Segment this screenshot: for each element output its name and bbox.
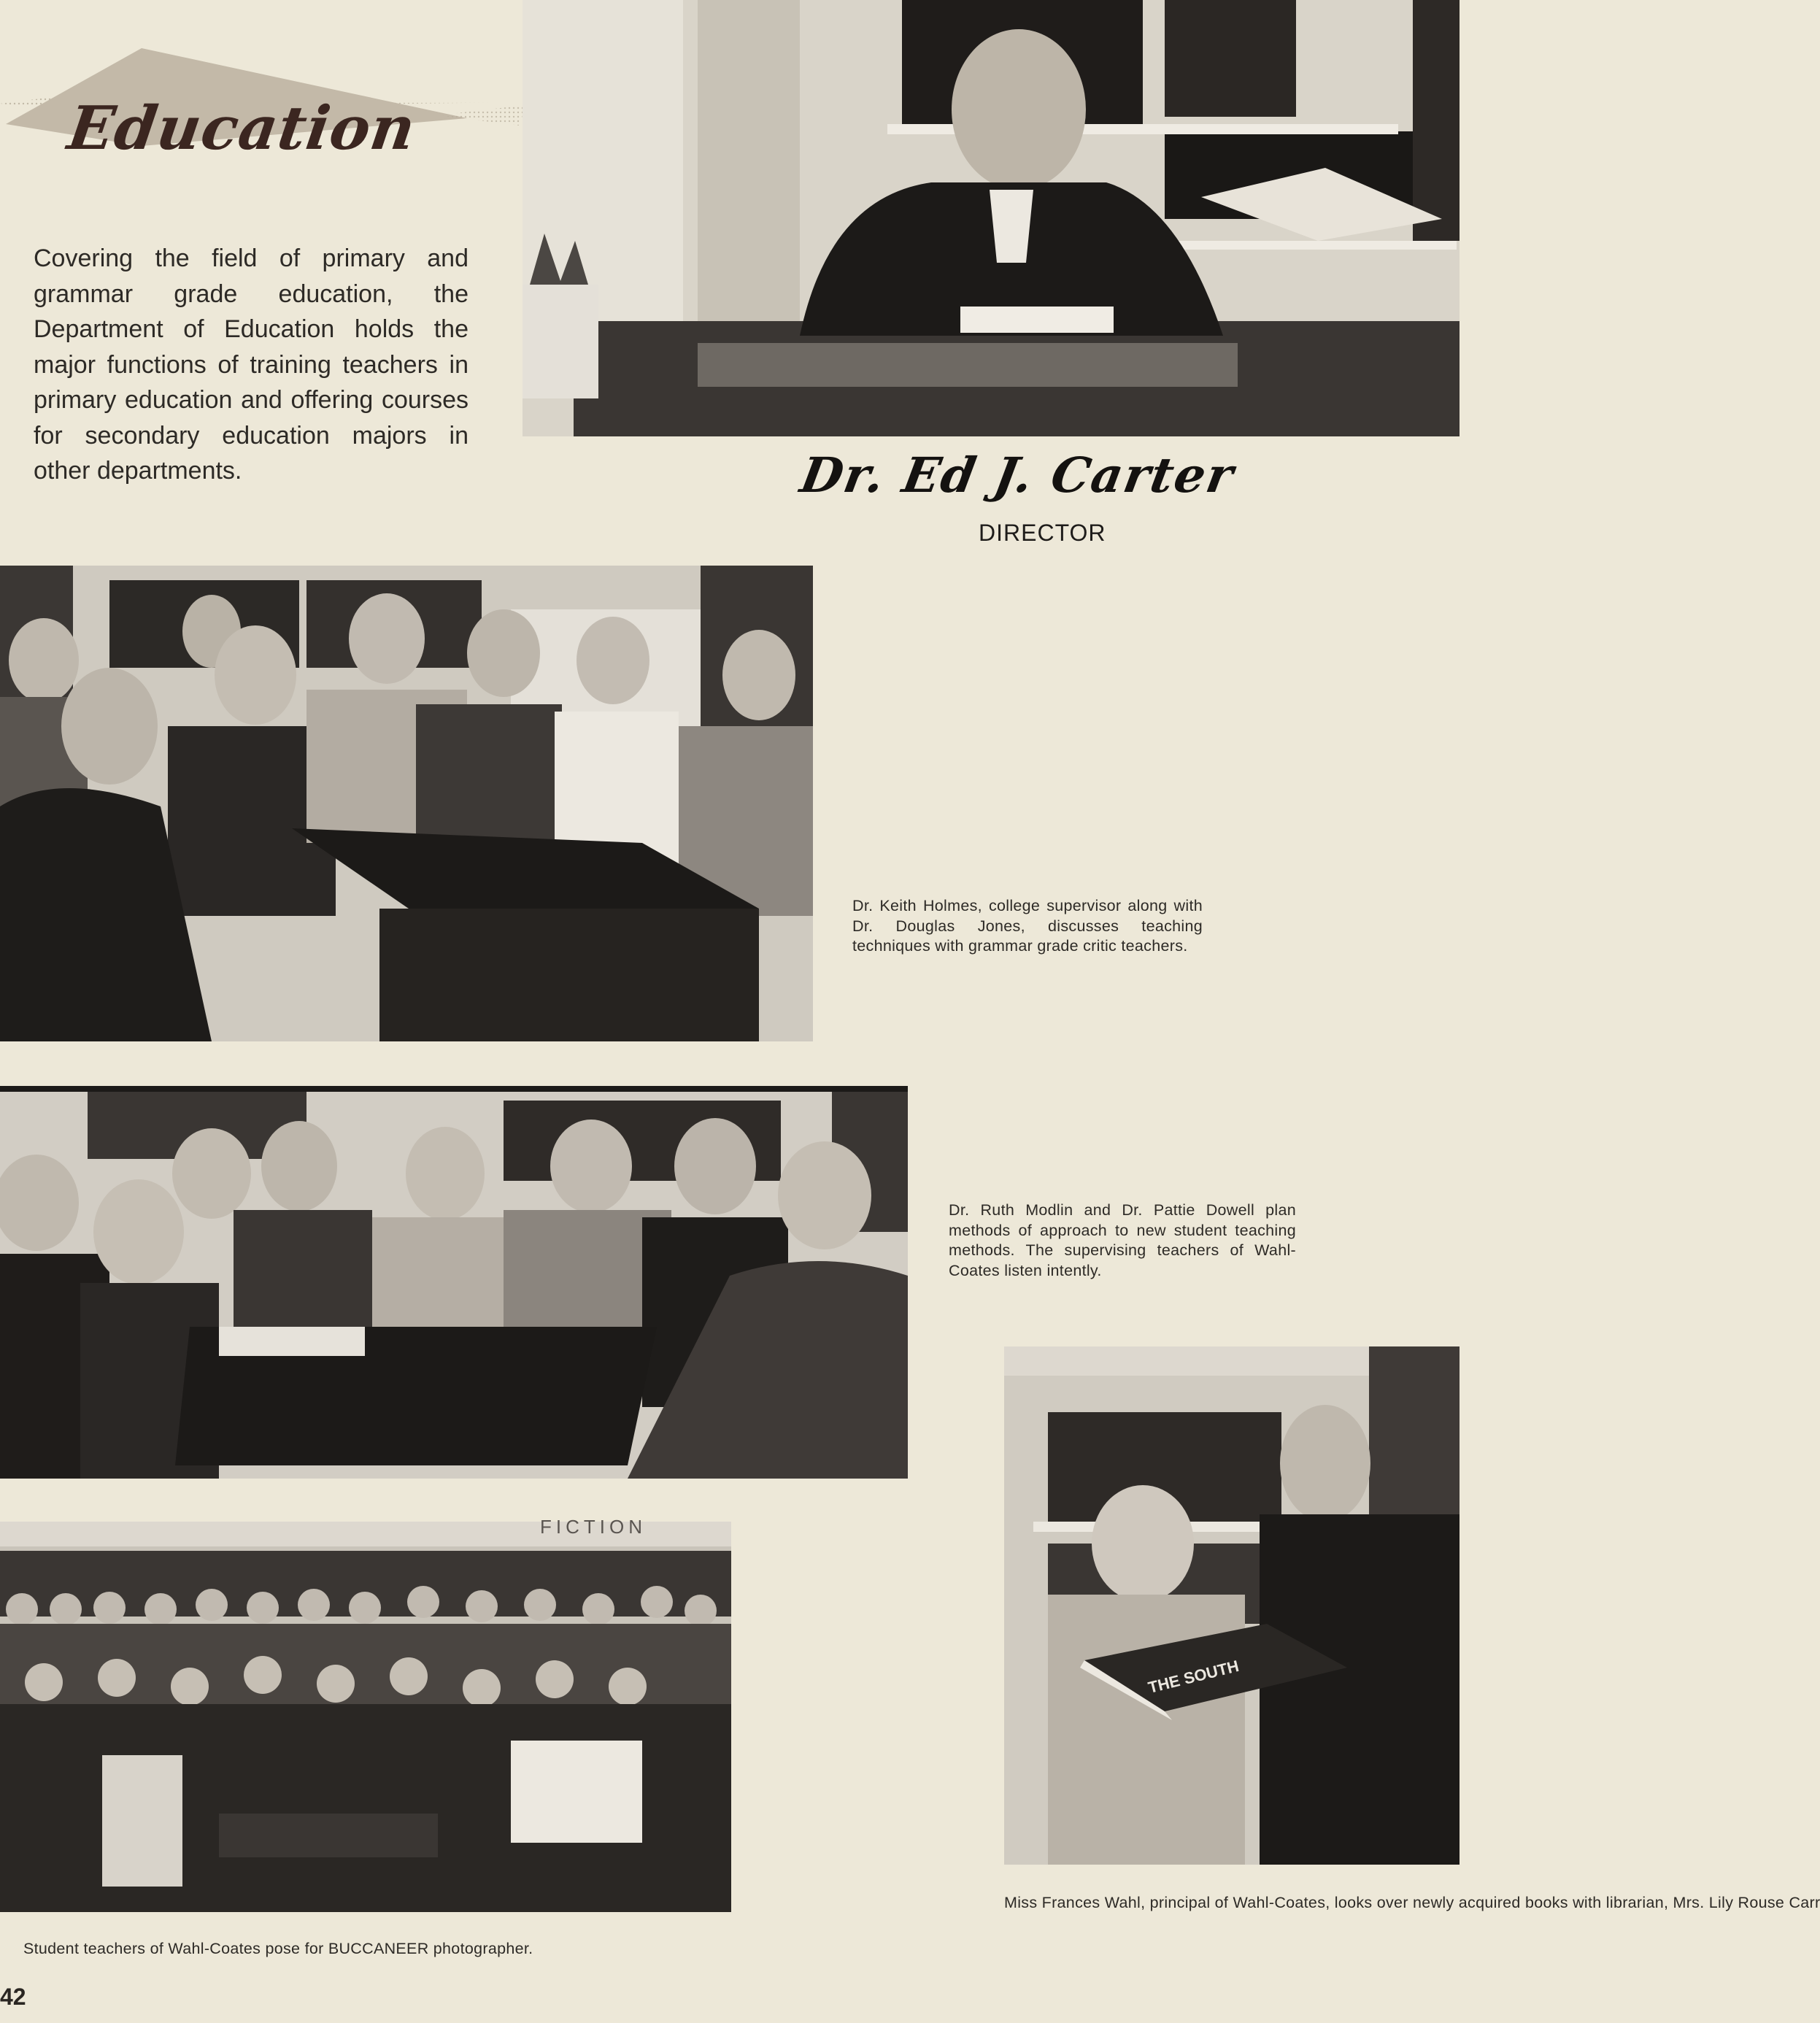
director-name: Dr. Ed J. Carter: [796, 447, 1239, 504]
director-title: DIRECTOR: [979, 520, 1106, 546]
director-photo: [523, 0, 1460, 436]
section-title: Education: [63, 93, 420, 163]
book-title: THE SOUTH: [1146, 1657, 1241, 1698]
planning-photo: [0, 1086, 908, 1479]
caption-student-teachers: Student teachers of Wahl-Coates pose for BUCCANEER photographer.: [23, 1940, 533, 1957]
student-teachers-photo: [0, 1516, 731, 1912]
caption-wahl: Miss Frances Wahl, principal of Wahl-Coates, looks over newly acquired books with librarian, Mrs. Lily Rouse Carr: [1004, 1894, 1820, 1911]
fiction-sign: FICTION: [540, 1516, 647, 1538]
caption-critic-teachers: Dr. Keith Holmes, college supervisor along with Dr. Douglas Jones, discusses teaching techniques with grammar grade critic teachers.: [852, 897, 1203, 955]
wahl-photo: [1004, 1346, 1460, 1865]
critic-teachers-photo: [0, 566, 813, 1041]
intro-paragraph: Covering the field of primary and grammar grade education, the Department of Education holds the major functions of training teachers in primary education and offering courses for secondary education majors in other departments.: [34, 244, 469, 485]
caption-planning: Dr. Ruth Modlin and Dr. Pattie Dowell plan methods of approach to new student teaching methods. The supervising teachers of Wahl-Coates listen intently.: [949, 1201, 1296, 1279]
page-number: 42: [0, 1984, 26, 2010]
